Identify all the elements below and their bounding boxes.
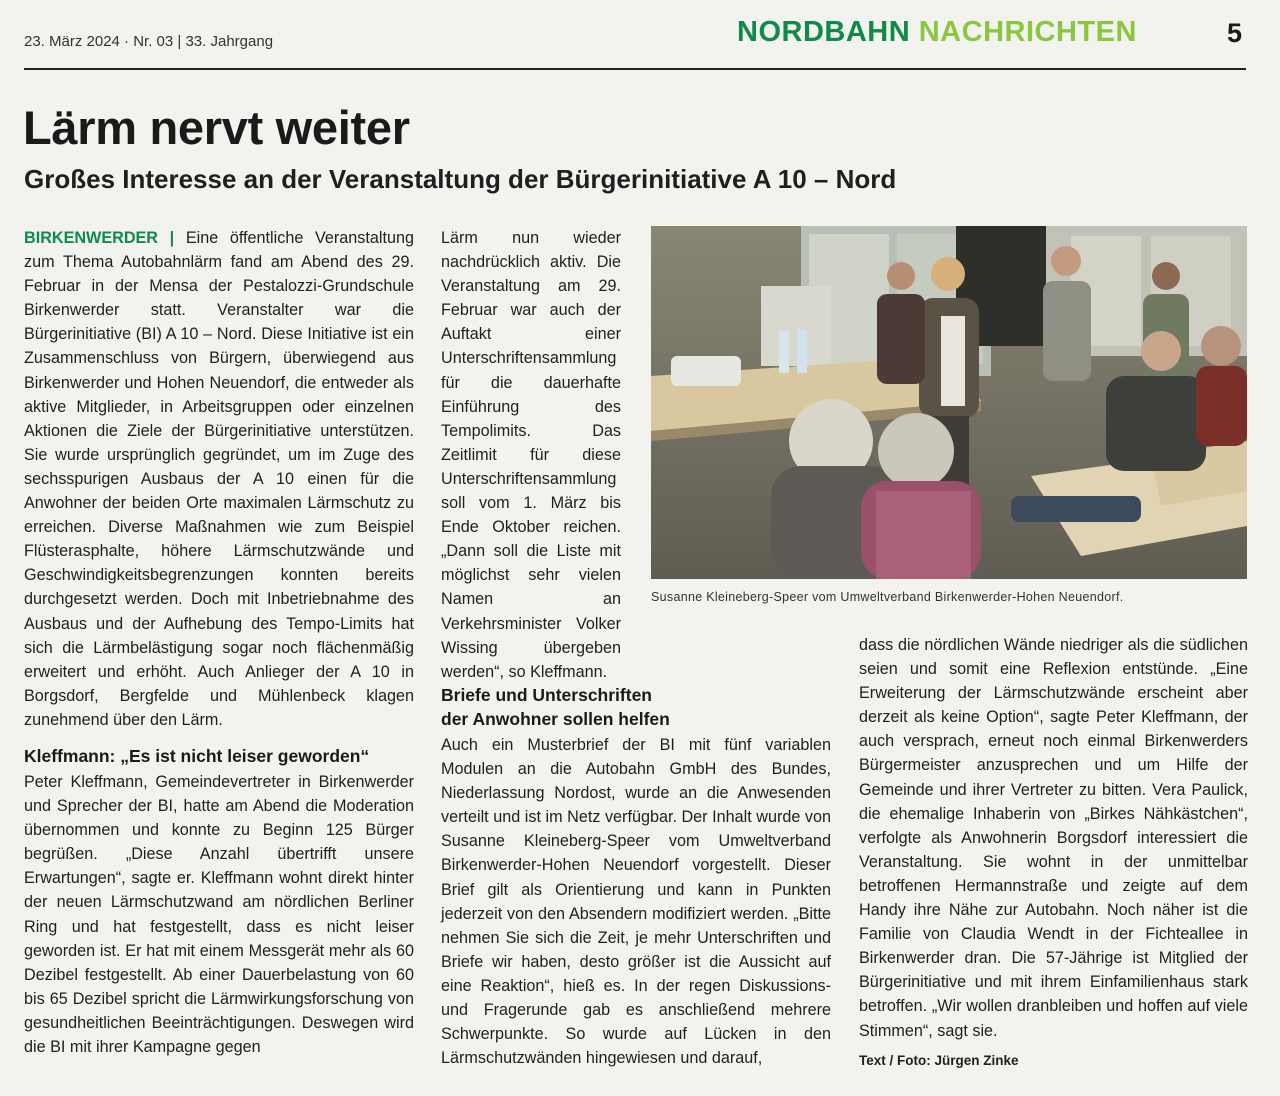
newspaper-logo — [737, 16, 1137, 49]
author-credit: Text / Foto: Jürgen Zinke — [859, 1052, 1019, 1068]
intro-paragraph — [24, 226, 414, 732]
logo-part-1: NORDBAHN — [737, 16, 911, 48]
photo-illustration — [651, 226, 1247, 579]
logo-part-2: NACHRICHTEN — [918, 16, 1137, 48]
article-column-2 — [441, 226, 621, 684]
article-photo — [651, 226, 1247, 579]
section-briefe-text: Auch ein Musterbrief der BI mit fünf variablen Modulen an die Autobahn GmbH des Bundes, Niederlassung Nordost, wurde an die Anwesenden verteilt und ist im Netz verfügbar. Der Inhalt wurde von Susanne Kleineberg-Speer vom Umweltverband Birkenwerder-Hohen Neuendorf vorgestellt. Dieser Brief gilt als Orientierung und kann in Punkten jederzeit von den Absendern modifiziert werden. „Bitte nehmen Sie sich die Zeit, je mehr Unterschriften und Briefe wir haben, desto größer ist die Aussicht auf eine Reaktion“, hieß es. In der regen Diskussions- und Fragerunde gab es anschließend mehrere Schwerpunkte. So wurde auf Lücken in den Lärmschutzwänden hingewiesen und darauf, — [441, 736, 831, 1068]
article-subheadline: Großes Interesse an der Veranstaltung der Bürgerinitiative A 10 – Nord — [24, 164, 897, 194]
header-rule — [24, 68, 1246, 70]
article-column-3 — [441, 683, 831, 1070]
section-heading-briefe — [441, 683, 831, 731]
dateline: BIRKENWERDER — [24, 229, 158, 247]
article-column-4 — [859, 633, 1248, 1073]
section-kleffmann-text: Peter Kleffmann, Gemeindevertreter in Birkenwerder und Sprecher der BI, hatte am Abend die Moderation übernommen und konnte zu Beginn 125 Bürger begrüßen. „Diese Anzahl übertrifft unsere Erwartungen“, sagte er. Kleffmann wohnt direkt hinter der neuen Lärmschutzwand am nördlichen Berliner Ring und hat festgestellt, dass es nicht leiser geworden ist. Er hat mit einem Messgerät mehr als 60 Dezibel festgestellt. Ab einer Dauerbelastung von 60 bis 65 Dezibel spricht die Lärmwirkungsforschung von gesundheitlichen Beeinträchtigungen. Deswegen wird die BI mit ihrer Kampagne gegen — [24, 772, 414, 1056]
column-2-text: Lärm nun wieder nachdrücklich aktiv. Die Veranstaltung am 29. Februar war auch der Auftakt einer Unterschriftensammlung für die dauerhafte Einführung des Tempolimits. Das Zeitlimit für diese Unterschriftensammlung soll vom 1. März bis Ende Oktober reichen. „Dann soll die Liste mit möglichst sehr vielen Namen an Verkehrsminister Volker Wissing übergeben werden“, so Kleffmann. — [441, 229, 621, 681]
issue-info: 23. März 2024 · Nr. 03 | 33. Jahrgang — [24, 33, 274, 50]
article-headline: Lärm nervt weiter — [23, 101, 410, 154]
page-number: 5 — [1227, 18, 1243, 48]
article-column-1 — [24, 226, 414, 1059]
intro-text: Eine öffentliche Veranstaltung zum Thema Autobahnlärm fand am Abend des 29. Februar in der Mensa der Pestalozzi-Grundschule Birkenwerder statt. Veranstalter war die Bürgerinitiative (BI) A 10 – Nord. Diese Initiative ist ein Zusammenschluss von Bürgern, überwiegend aus Birkenwerder und Hohen Neuendorf, die entweder als aktive Mitglieder, in Arbeitsgruppen oder einzelnen Aktionen die Ziele der Bürgerinitiative unterstützen. Sie wurde ursprünglich gegründet, um im Zuge des sechsspurigen Ausbaus der A 10 einen für die Anwohner der beiden Orte maximalen Lärmschutz zu erreichen. Diverse Maßnahmen wie zum Beispiel Flüsterasphalte, höhere Lärmschutzwände und Geschwindigkeitsbegrenzungen konnten bereits durchgesetzt werden. Doch mit Inbetriebnahme des Ausbaus und der Aufhebung des Tempo-Limits hat sich die Lärmbelästigung sogar noch flächenmäßig erweitert und erhöht. Auch Anlieger der A 10 in Borgsdorf, Bergfelde und Mühlenbeck klagen zunehmend über den Lärm. — [24, 229, 414, 729]
section-heading-briefe-line-2: der Anwohner sollen helfen — [441, 709, 670, 729]
section-heading-kleffmann: Kleffmann: „Es ist nicht leiser geworden“ — [24, 745, 370, 766]
photo-caption: Susanne Kleineberg-Speer vom Umweltverband Birkenwerder-Hohen Neuendorf. — [651, 590, 1124, 604]
column-4-text: dass die nördlichen Wände niedriger als die südlichen seien und somit eine Reflexion entstünde. „Eine Erweiterung der Lärmschutzwände erscheint aber derzeit als keine Option“, sagte Peter Kleffmann, der auch versprach, erneut noch einmal Birkenwerders Bürgermeister anzusprechen und um Hilfe der Gemeinde und ihrer Vertreter zu bitten. Vera Paulick, die ehemalige Inhaberin von „Birkes Nähkästchen“, verfolgte als Anwohnerin Borgsdorf interessiert die Veranstaltung. Sie wohnt in der unmittelbar betroffenen Hermannstraße und zeigte auf dem Handy ihre Nähe zur Autobahn. Noch näher ist die Familie von Claudia Wendt in der Fichteallee in Birkenwerder dran. Die 57-Jährige ist Mitglied der Bürgerinitiative und mit ihrem Einfamilienhaus stark betroffen. „Wir wollen dranbleiben und hoffen auf viele Stimmen“, sagt sie. — [859, 636, 1248, 1040]
section-heading-briefe-line-1: Briefe und Unterschriften — [441, 685, 652, 705]
dateline-separator: | — [169, 229, 175, 247]
